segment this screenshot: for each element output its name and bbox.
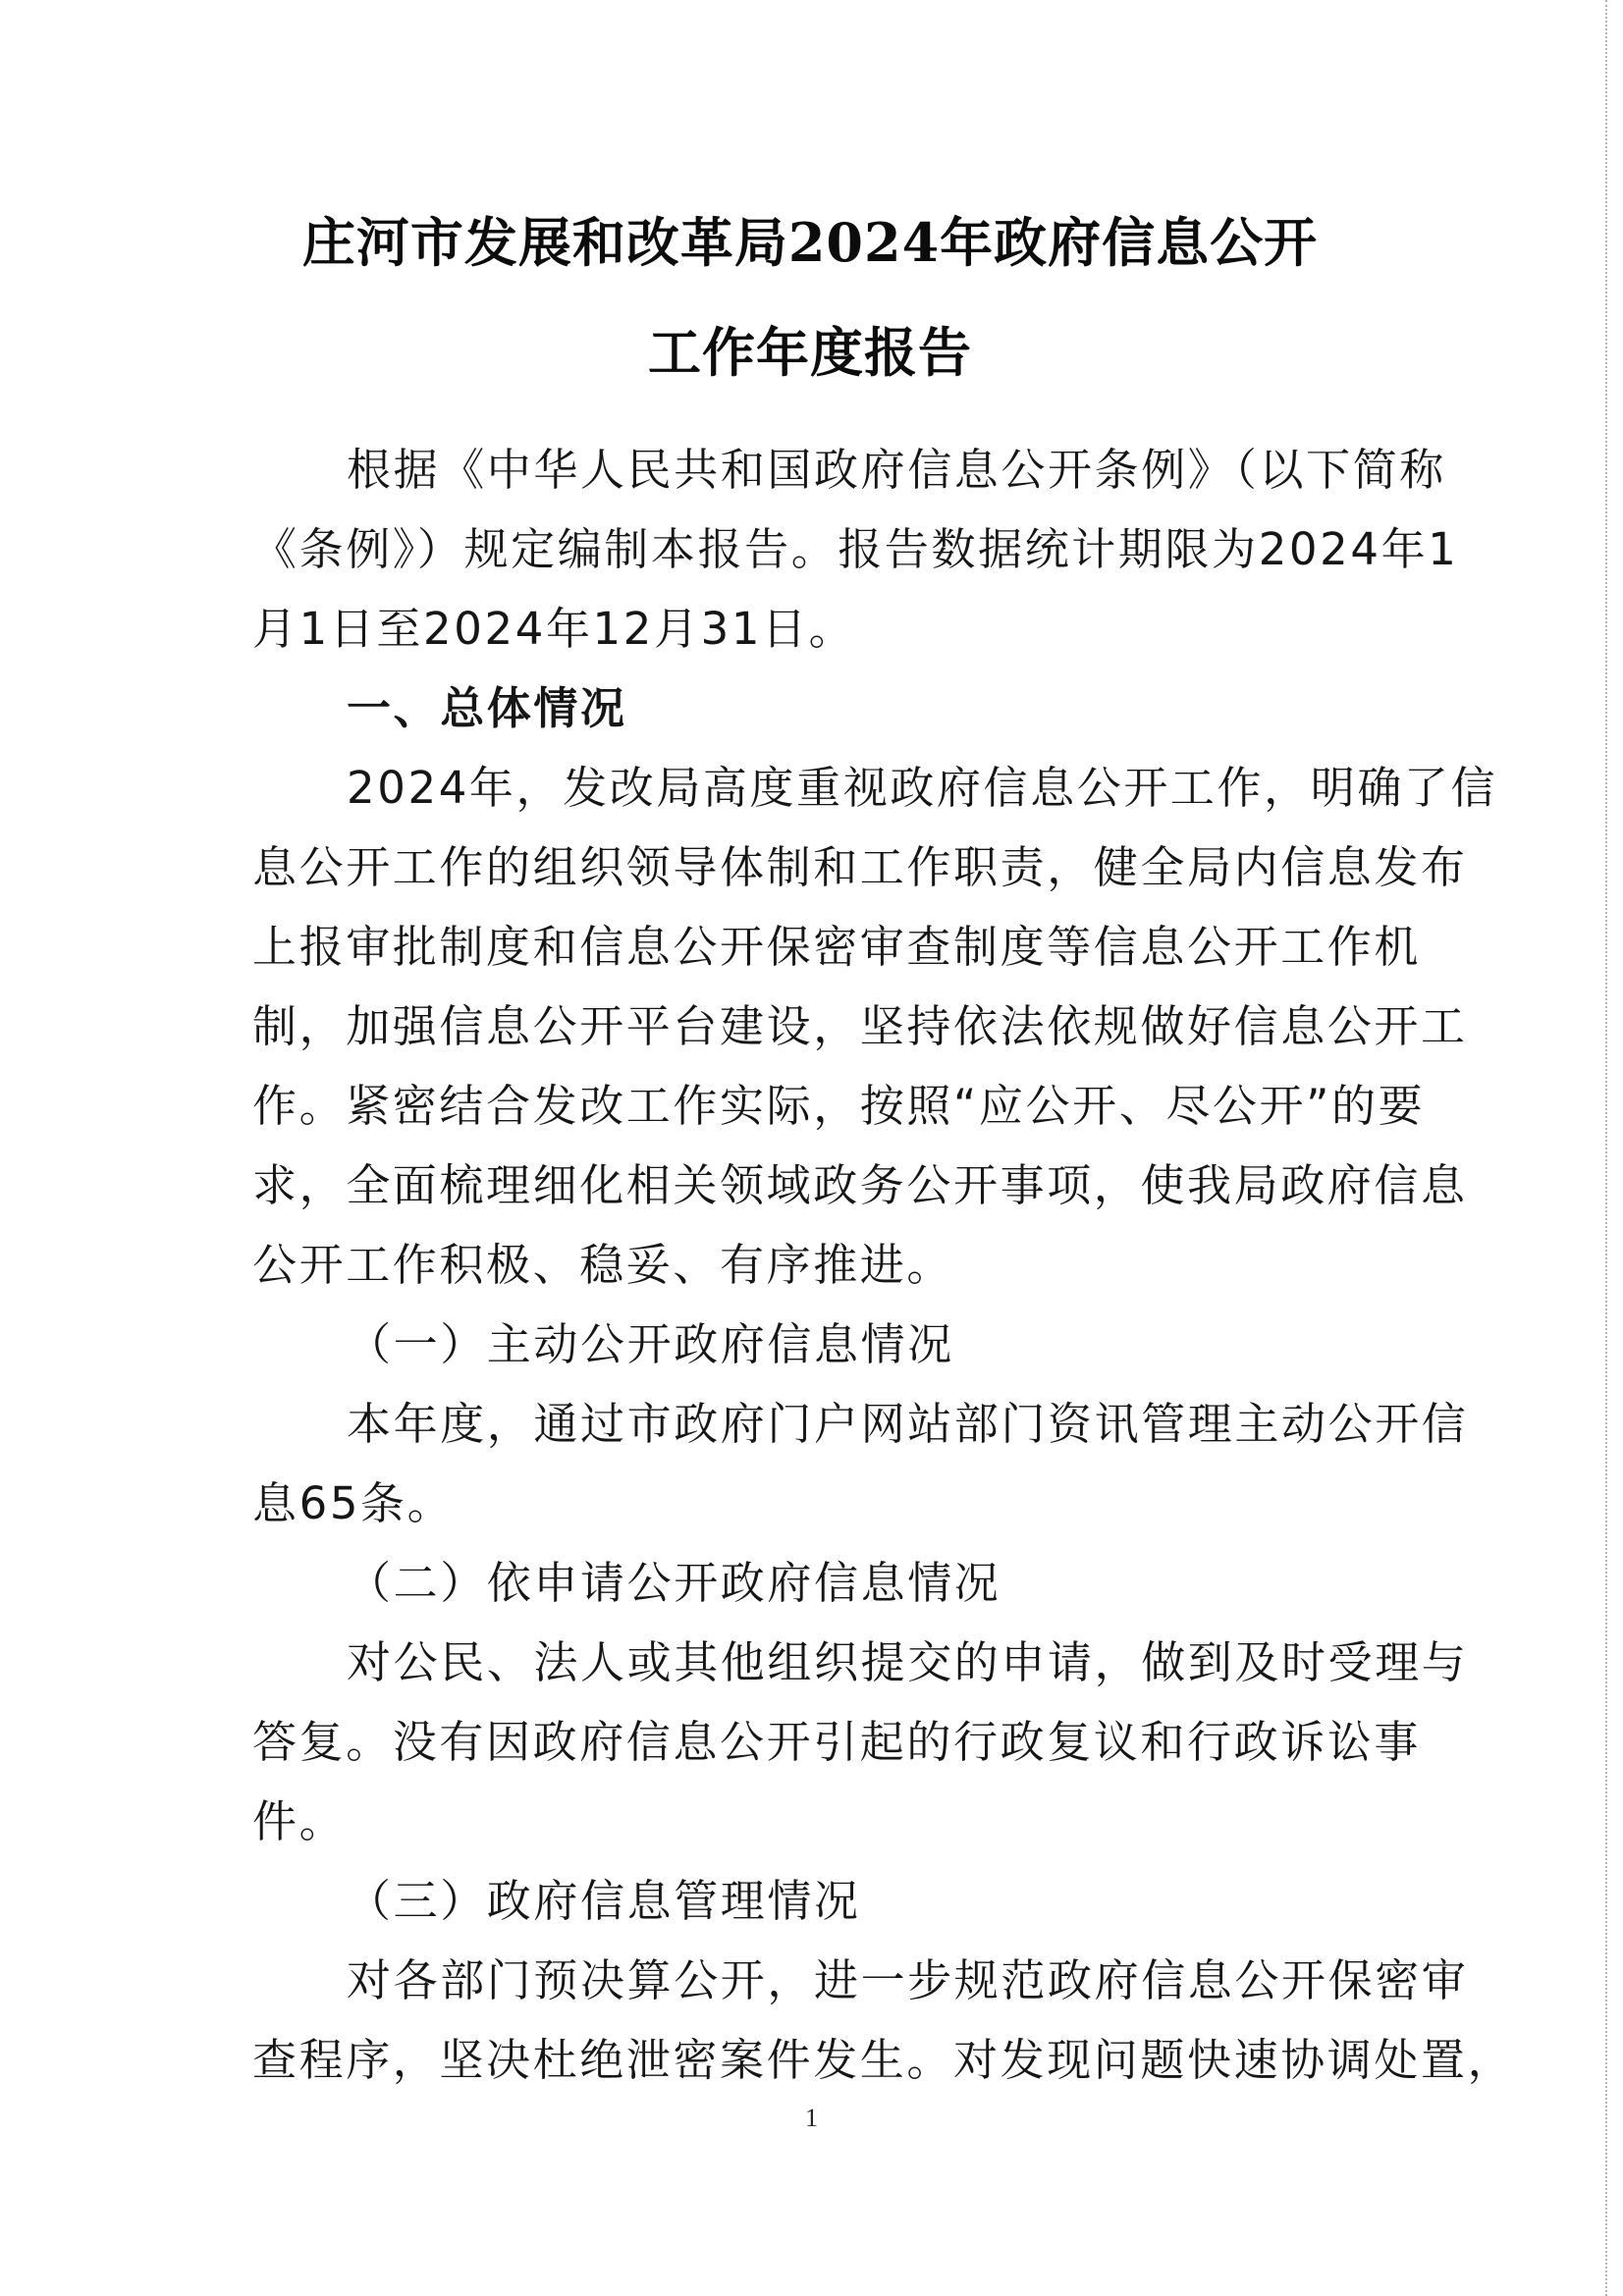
intro-paragraph-line: 《条例》）规定编制本报告。报告数据统计期限为2024年1 (252, 523, 1459, 575)
overview-paragraph-line: 求，全面梳理细化相关领域政务公开事项，使我局政府信息 (252, 1159, 1468, 1211)
application-disclosure-line: 对公民、法人或其他组织提交的申请，做到及时受理与 (347, 1636, 1469, 1688)
proactive-disclosure-line: 息65条。 (252, 1477, 455, 1529)
subsection-heading-information-management: （三）政府信息管理情况 (347, 1875, 861, 1927)
application-disclosure-line: 答复。没有因政府信息公开引起的行政复议和行政诉讼事 (252, 1716, 1422, 1768)
overview-paragraph-line: 作。紧密结合发改工作实际，按照“应公开、尽公开”的要 (252, 1080, 1426, 1132)
overview-paragraph-line: 2024年，发改局高度重视政府信息公开工作，明确了信 (347, 762, 1498, 814)
scan-edge-line (1605, 0, 1607, 2296)
section-heading-overview: 一、总体情况 (347, 682, 627, 734)
overview-paragraph-line: 制，加强信息公开平台建设，坚持依法依规做好信息公开工 (252, 1000, 1468, 1052)
overview-paragraph-line: 息公开工作的组织领导体制和工作职责，健全局内信息发布 (252, 841, 1468, 893)
subsection-heading-application-disclosure: （二）依申请公开政府信息情况 (347, 1557, 1001, 1609)
subsection-heading-proactive-disclosure: （一）主动公开政府信息情况 (347, 1318, 954, 1370)
information-management-line: 对各部门预决算公开，进一步规范政府信息公开保密审 (347, 1954, 1469, 2006)
report-body (252, 430, 1515, 2100)
proactive-disclosure-line: 本年度，通过市政府门户网站部门资讯管理主动公开信 (347, 1398, 1469, 1450)
application-disclosure-line: 件。 (252, 1795, 347, 1847)
report-title-line-2: 工作年度报告 (648, 321, 972, 384)
overview-paragraph-line: 公开工作积极、稳妥、有序推进。 (252, 1239, 954, 1291)
report-title-line-1: 庄河市发展和改革局2024年政府信息公开 (301, 211, 1319, 274)
overview-paragraph-line: 上报审批制度和信息公开保密审查制度等信息公开工作机 (252, 921, 1422, 973)
intro-paragraph-line: 根据《中华人民共和国政府信息公开条例》（以下简称 (347, 444, 1446, 496)
page-number: 1 (805, 2104, 818, 2132)
intro-paragraph-line: 月1日至2024年12月31日。 (252, 603, 856, 655)
information-management-line: 查程序，坚决杜绝泄密案件发生。对发现问题快速协调处置， (252, 2034, 1515, 2086)
